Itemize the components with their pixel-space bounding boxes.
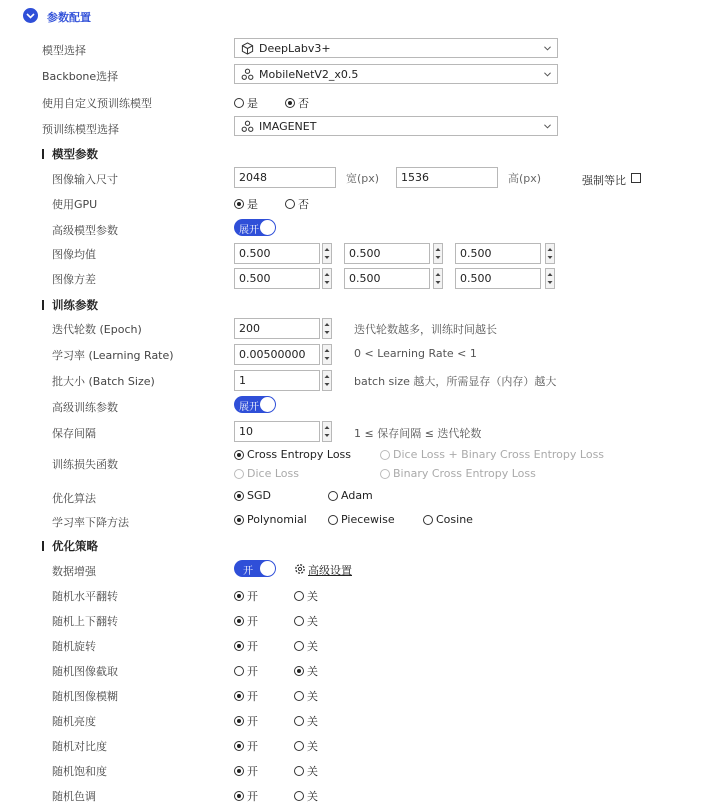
save-interval-input[interactable]: 10 [234, 421, 320, 442]
mean-stepper-3[interactable] [545, 243, 555, 264]
optimizer-sgd-radio[interactable]: SGD [234, 489, 271, 502]
backbone-select[interactable] [234, 64, 558, 84]
augment-off-radio[interactable]: 关 [294, 738, 318, 754]
std-input-1[interactable]: 0.500 [234, 268, 320, 289]
chevron-down-icon [544, 71, 551, 78]
lr-decay-piecewise-radio[interactable]: Piecewise [328, 513, 395, 526]
lr-label: 学习率 (Learning Rate) [52, 349, 174, 362]
std-input-2[interactable]: 0.500 [344, 268, 430, 289]
save-interval-stepper[interactable] [322, 421, 332, 442]
backbone-select-label: Backbone选择 [42, 70, 119, 83]
lr-decay-polynomial-radio[interactable]: Polynomial [234, 513, 307, 526]
batch-size-label: 批大小 (Batch Size) [52, 375, 155, 388]
augment-off-radio[interactable]: 关 [294, 588, 318, 604]
augment-on-radio[interactable]: 开 [234, 738, 258, 754]
section-marker [42, 300, 44, 310]
advanced-settings-link[interactable]: 高级设置 [308, 564, 352, 577]
std-stepper-1[interactable] [322, 268, 332, 289]
gpu-no-radio[interactable]: 否 [285, 196, 309, 212]
model-select-value: DeepLabv3+ [259, 42, 331, 55]
width-input[interactable]: 2048 [234, 167, 336, 188]
backbone-select-value: MobileNetV2_x0.5 [259, 68, 359, 81]
model-select[interactable] [234, 38, 558, 58]
optimizer-label: 优化算法 [52, 492, 96, 505]
epoch-input[interactable]: 200 [234, 318, 320, 339]
augment-item-label: 随机饱和度 [52, 765, 107, 778]
augment-off-radio[interactable]: 关 [294, 688, 318, 704]
input-size-label: 图像输入尺寸 [52, 173, 118, 186]
augment-on-radio[interactable]: 开 [234, 663, 258, 679]
data-augment-toggle[interactable]: 开 [234, 560, 276, 577]
lr-input[interactable]: 0.00500000 [234, 344, 320, 365]
model-params-section-title: 模型参数 [52, 147, 98, 161]
augment-off-radio[interactable]: 关 [294, 763, 318, 779]
augment-on-radio[interactable]: 开 [234, 713, 258, 729]
advanced-model-params-toggle[interactable]: 展开 [234, 219, 276, 236]
data-augment-label: 数据增强 [52, 565, 96, 578]
advanced-model-params-label: 高级模型参数 [52, 224, 118, 237]
augment-item-label: 随机亮度 [52, 715, 96, 728]
loss-function-label: 训练损失函数 [52, 458, 118, 471]
augment-item-label: 随机旋转 [52, 640, 96, 653]
gpu-yes-radio[interactable]: 是 [234, 196, 258, 212]
augment-off-radio[interactable]: 关 [294, 713, 318, 729]
train-params-section-title: 训练参数 [52, 298, 98, 312]
chevron-down-icon [544, 123, 551, 130]
model-select-label: 模型选择 [42, 44, 86, 57]
pretrain-select-value: IMAGENET [259, 120, 317, 133]
batch-size-hint: batch size 越大，所需显存（内存）越大 [354, 375, 557, 388]
augment-off-radio[interactable]: 关 [294, 613, 318, 629]
augment-item-label: 随机对比度 [52, 740, 107, 753]
image-std-label: 图像方差 [52, 273, 96, 286]
collapse-icon[interactable] [23, 8, 38, 23]
augment-off-radio[interactable]: 关 [294, 663, 318, 679]
gear-icon [294, 563, 306, 575]
batch-size-stepper[interactable] [322, 370, 332, 391]
chevron-down-icon [544, 45, 551, 52]
custom-pretrain-label: 使用自定义预训练模型 [42, 97, 152, 110]
augment-off-radio[interactable]: 关 [294, 638, 318, 654]
std-input-3[interactable]: 0.500 [455, 268, 541, 289]
height-input[interactable]: 1536 [396, 167, 498, 188]
keep-ratio-label: 强制等比 [582, 174, 626, 187]
image-mean-label: 图像均值 [52, 248, 96, 261]
lr-decay-cosine-radio[interactable]: Cosine [423, 513, 473, 526]
std-stepper-2[interactable] [433, 268, 443, 289]
batch-size-input[interactable]: 1 [234, 370, 320, 391]
loss-dice-bce-radio[interactable]: Dice Loss + Binary Cross Entropy Loss [380, 448, 604, 461]
cube-icon [241, 42, 254, 55]
pretrain-select[interactable] [234, 116, 558, 136]
epoch-hint: 迭代轮数越多，训练时间越长 [354, 323, 497, 336]
mean-input-2[interactable]: 0.500 [344, 243, 430, 264]
augment-on-radio[interactable]: 开 [234, 788, 258, 804]
loss-bce-radio[interactable]: Binary Cross Entropy Loss [380, 467, 536, 480]
std-stepper-3[interactable] [545, 268, 555, 289]
epoch-stepper[interactable] [322, 318, 332, 339]
section-marker [42, 541, 44, 551]
augment-on-radio[interactable]: 开 [234, 763, 258, 779]
augment-item-label: 随机色调 [52, 790, 96, 803]
keep-ratio-checkbox[interactable] [631, 173, 641, 183]
page-title: 参数配置 [47, 11, 91, 24]
loss-dice-radio[interactable]: Dice Loss [234, 467, 299, 480]
mean-input-3[interactable]: 0.500 [455, 243, 541, 264]
width-unit: 宽(px) [346, 172, 380, 185]
augment-on-radio[interactable]: 开 [234, 688, 258, 704]
network-icon [241, 68, 254, 81]
augment-off-radio[interactable]: 关 [294, 788, 318, 804]
lr-decay-label: 学习率下降方法 [52, 516, 129, 529]
custom-pretrain-no-radio[interactable]: 否 [285, 95, 309, 111]
section-marker [42, 149, 44, 159]
mean-stepper-1[interactable] [322, 243, 332, 264]
save-interval-label: 保存间隔 [52, 427, 96, 440]
custom-pretrain-yes-radio[interactable]: 是 [234, 95, 258, 111]
lr-hint: 0 < Learning Rate < 1 [354, 347, 477, 360]
advanced-train-params-label: 高级训练参数 [52, 401, 118, 414]
mean-stepper-2[interactable] [433, 243, 443, 264]
height-unit: 高(px) [508, 172, 542, 185]
augment-item-label: 随机图像截取 [52, 665, 118, 678]
loss-cross-entropy-radio[interactable]: Cross Entropy Loss [234, 448, 351, 461]
augment-item-label: 随机水平翻转 [52, 590, 118, 603]
save-interval-hint: 1 ≤ 保存间隔 ≤ 迭代轮数 [354, 427, 482, 440]
optimizer-adam-radio[interactable]: Adam [328, 489, 373, 502]
gpu-label: 使用GPU [52, 198, 98, 211]
augment-on-radio[interactable]: 开 [234, 613, 258, 629]
advanced-train-params-toggle[interactable]: 展开 [234, 396, 276, 413]
augment-on-radio[interactable]: 开 [234, 638, 258, 654]
pretrain-select-label: 预训练模型选择 [42, 123, 119, 136]
augment-on-radio[interactable]: 开 [234, 588, 258, 604]
network-icon [241, 120, 254, 133]
lr-stepper[interactable] [322, 344, 332, 365]
augment-item-label: 随机图像模糊 [52, 690, 118, 703]
optimization-section-title: 优化策略 [52, 539, 98, 553]
augment-item-label: 随机上下翻转 [52, 615, 118, 628]
mean-input-1[interactable]: 0.500 [234, 243, 320, 264]
epoch-label: 迭代轮数 (Epoch) [52, 323, 142, 336]
